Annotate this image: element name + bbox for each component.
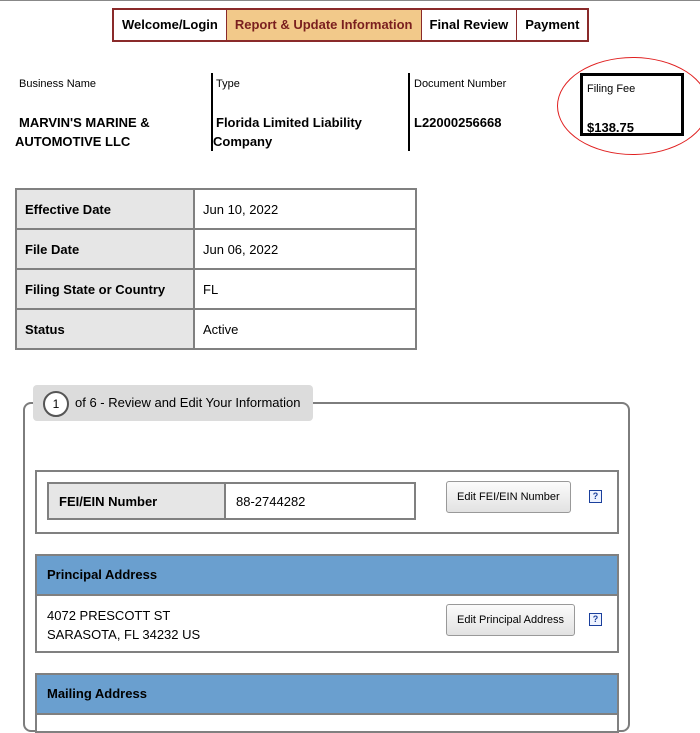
document-number-label: Document Number: [414, 78, 507, 90]
table-row: [48, 483, 415, 519]
edit-fei-button[interactable]: Edit FEI/EIN Number: [446, 481, 571, 513]
info-key: Status: [16, 309, 194, 349]
fei-table: [47, 482, 416, 520]
table-row: [16, 189, 416, 229]
info-value: FL: [194, 269, 416, 309]
fei-panel: [35, 470, 619, 534]
mailing-address-header: Mailing Address: [37, 675, 617, 715]
principal-address-panel: [35, 554, 619, 653]
table-row: [16, 229, 416, 269]
step-title: of 6 - Review and Edit Your Information: [75, 395, 301, 410]
info-value: Active: [194, 309, 416, 349]
edit-principal-address-button[interactable]: Edit Principal Address: [446, 604, 575, 636]
type-label: Type: [216, 78, 240, 90]
step-tabs: [112, 8, 589, 42]
type-line1: Florida Limited Liability: [216, 115, 362, 130]
step-number-badge: 1: [43, 391, 69, 417]
filing-fee-value: $138.75: [587, 120, 634, 135]
section-legend: [33, 385, 313, 421]
tab-payment[interactable]: Payment: [517, 10, 587, 40]
filing-info-table: [15, 188, 417, 350]
principal-address-text: [47, 606, 200, 644]
fei-label: FEI/EIN Number: [48, 483, 225, 519]
business-name-label: Business Name: [19, 78, 97, 90]
highlight-circle: [557, 57, 700, 155]
info-key: Filing State or Country: [16, 269, 194, 309]
info-value: Jun 10, 2022: [194, 189, 416, 229]
tab-final-review[interactable]: Final Review: [422, 10, 518, 40]
business-name-line2: AUTOMOTIVE LLC: [15, 134, 131, 149]
table-row: [16, 269, 416, 309]
header-separator: [408, 73, 410, 151]
business-name-line1: MARVIN'S MARINE &: [19, 115, 150, 130]
info-key: File Date: [16, 229, 194, 269]
fei-value: 88-2744282: [225, 483, 415, 519]
address-line2: SARASOTA, FL 34232 US: [47, 627, 201, 642]
mailing-address-panel: [35, 673, 619, 733]
filing-fee-label: Filing Fee: [587, 83, 636, 95]
help-icon[interactable]: ?: [589, 613, 602, 626]
info-value: Jun 06, 2022: [194, 229, 416, 269]
tab-report-update[interactable]: Report & Update Information: [227, 10, 422, 40]
table-row: [16, 309, 416, 349]
document-number-value: L22000256668: [414, 115, 502, 130]
info-key: Effective Date: [16, 189, 194, 229]
tab-welcome-login[interactable]: Welcome/Login: [114, 10, 227, 40]
principal-address-header: Principal Address: [37, 556, 617, 596]
top-divider: [0, 0, 700, 1]
type-line2: Company: [213, 134, 273, 149]
help-icon[interactable]: ?: [589, 490, 602, 503]
address-line1: 4072 PRESCOTT ST: [47, 608, 171, 623]
